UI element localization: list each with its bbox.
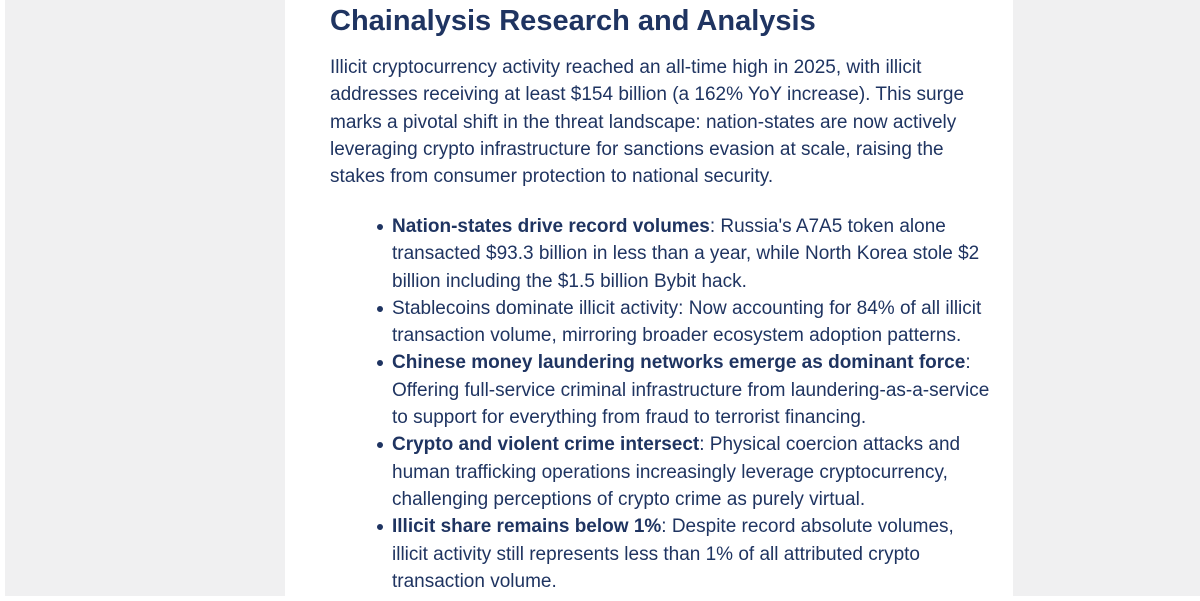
- bullet-dot-icon: [377, 360, 383, 366]
- list-item: [392, 213, 992, 295]
- bullet-text: : Offering full-service criminal infrastructure from laundering-as-a-service to support for everything from fraud to terrorist financing.: [392, 352, 990, 429]
- list-item: [392, 349, 992, 431]
- bullet-dot-icon: [377, 306, 383, 312]
- intro-paragraph: Illicit cryptocurrency activity reached an all-time high in 2025, with illicit addresses receiving at least $154 billion (a 162% YoY increase). This surge marks a pivotal shift in the threat landscape: nation-states are now actively leveraging crypto infrastructure for sanctions evasion at scale, raising the stakes from consumer protection to national security.: [330, 57, 965, 188]
- list-item: [392, 295, 992, 350]
- list-item: [392, 431, 992, 513]
- left-page-edge: [0, 0, 5, 601]
- bullet-lead: Illicit share remains below 1%: [392, 516, 662, 538]
- bullet-lead: Crypto and violent crime intersect: [392, 434, 700, 456]
- bullet-text: : Despite record absolute volumes, illicit activity still represents less than 1% of all attributed crypto transaction volume.: [392, 516, 954, 592]
- bullet-dot-icon: [377, 442, 383, 448]
- bullet-dot-icon: [377, 224, 383, 230]
- bottom-page-edge: [0, 596, 1200, 601]
- list-item: [392, 513, 992, 595]
- bullet-text: : Russia's A7A5 token alone transacted $93.3 billion in less than a year, while North Korea stole $2 billion including the $1.5 billion Bybit hack.: [392, 216, 980, 292]
- bullet-text: : Physical coercion attacks and human trafficking operations increasingly leverage cryptocurrency, challenging perceptions of crypto crime as purely virtual.: [392, 434, 961, 510]
- bullet-text: Stablecoins dominate illicit activity: Now accounting for 84% of all illicit transaction volume, mirroring broader ecosystem adoption patterns.: [392, 297, 982, 347]
- bullet-lead: Chinese money laundering networks emerge as dominant force: [392, 352, 966, 374]
- article-panel: [285, 0, 1013, 596]
- bullet-dot-icon: [377, 524, 383, 530]
- article-heading: Chainalysis Research and Analysis: [330, 5, 816, 37]
- bullet-lead: Nation-states drive record volumes: [392, 216, 710, 237]
- findings-list: [392, 213, 992, 595]
